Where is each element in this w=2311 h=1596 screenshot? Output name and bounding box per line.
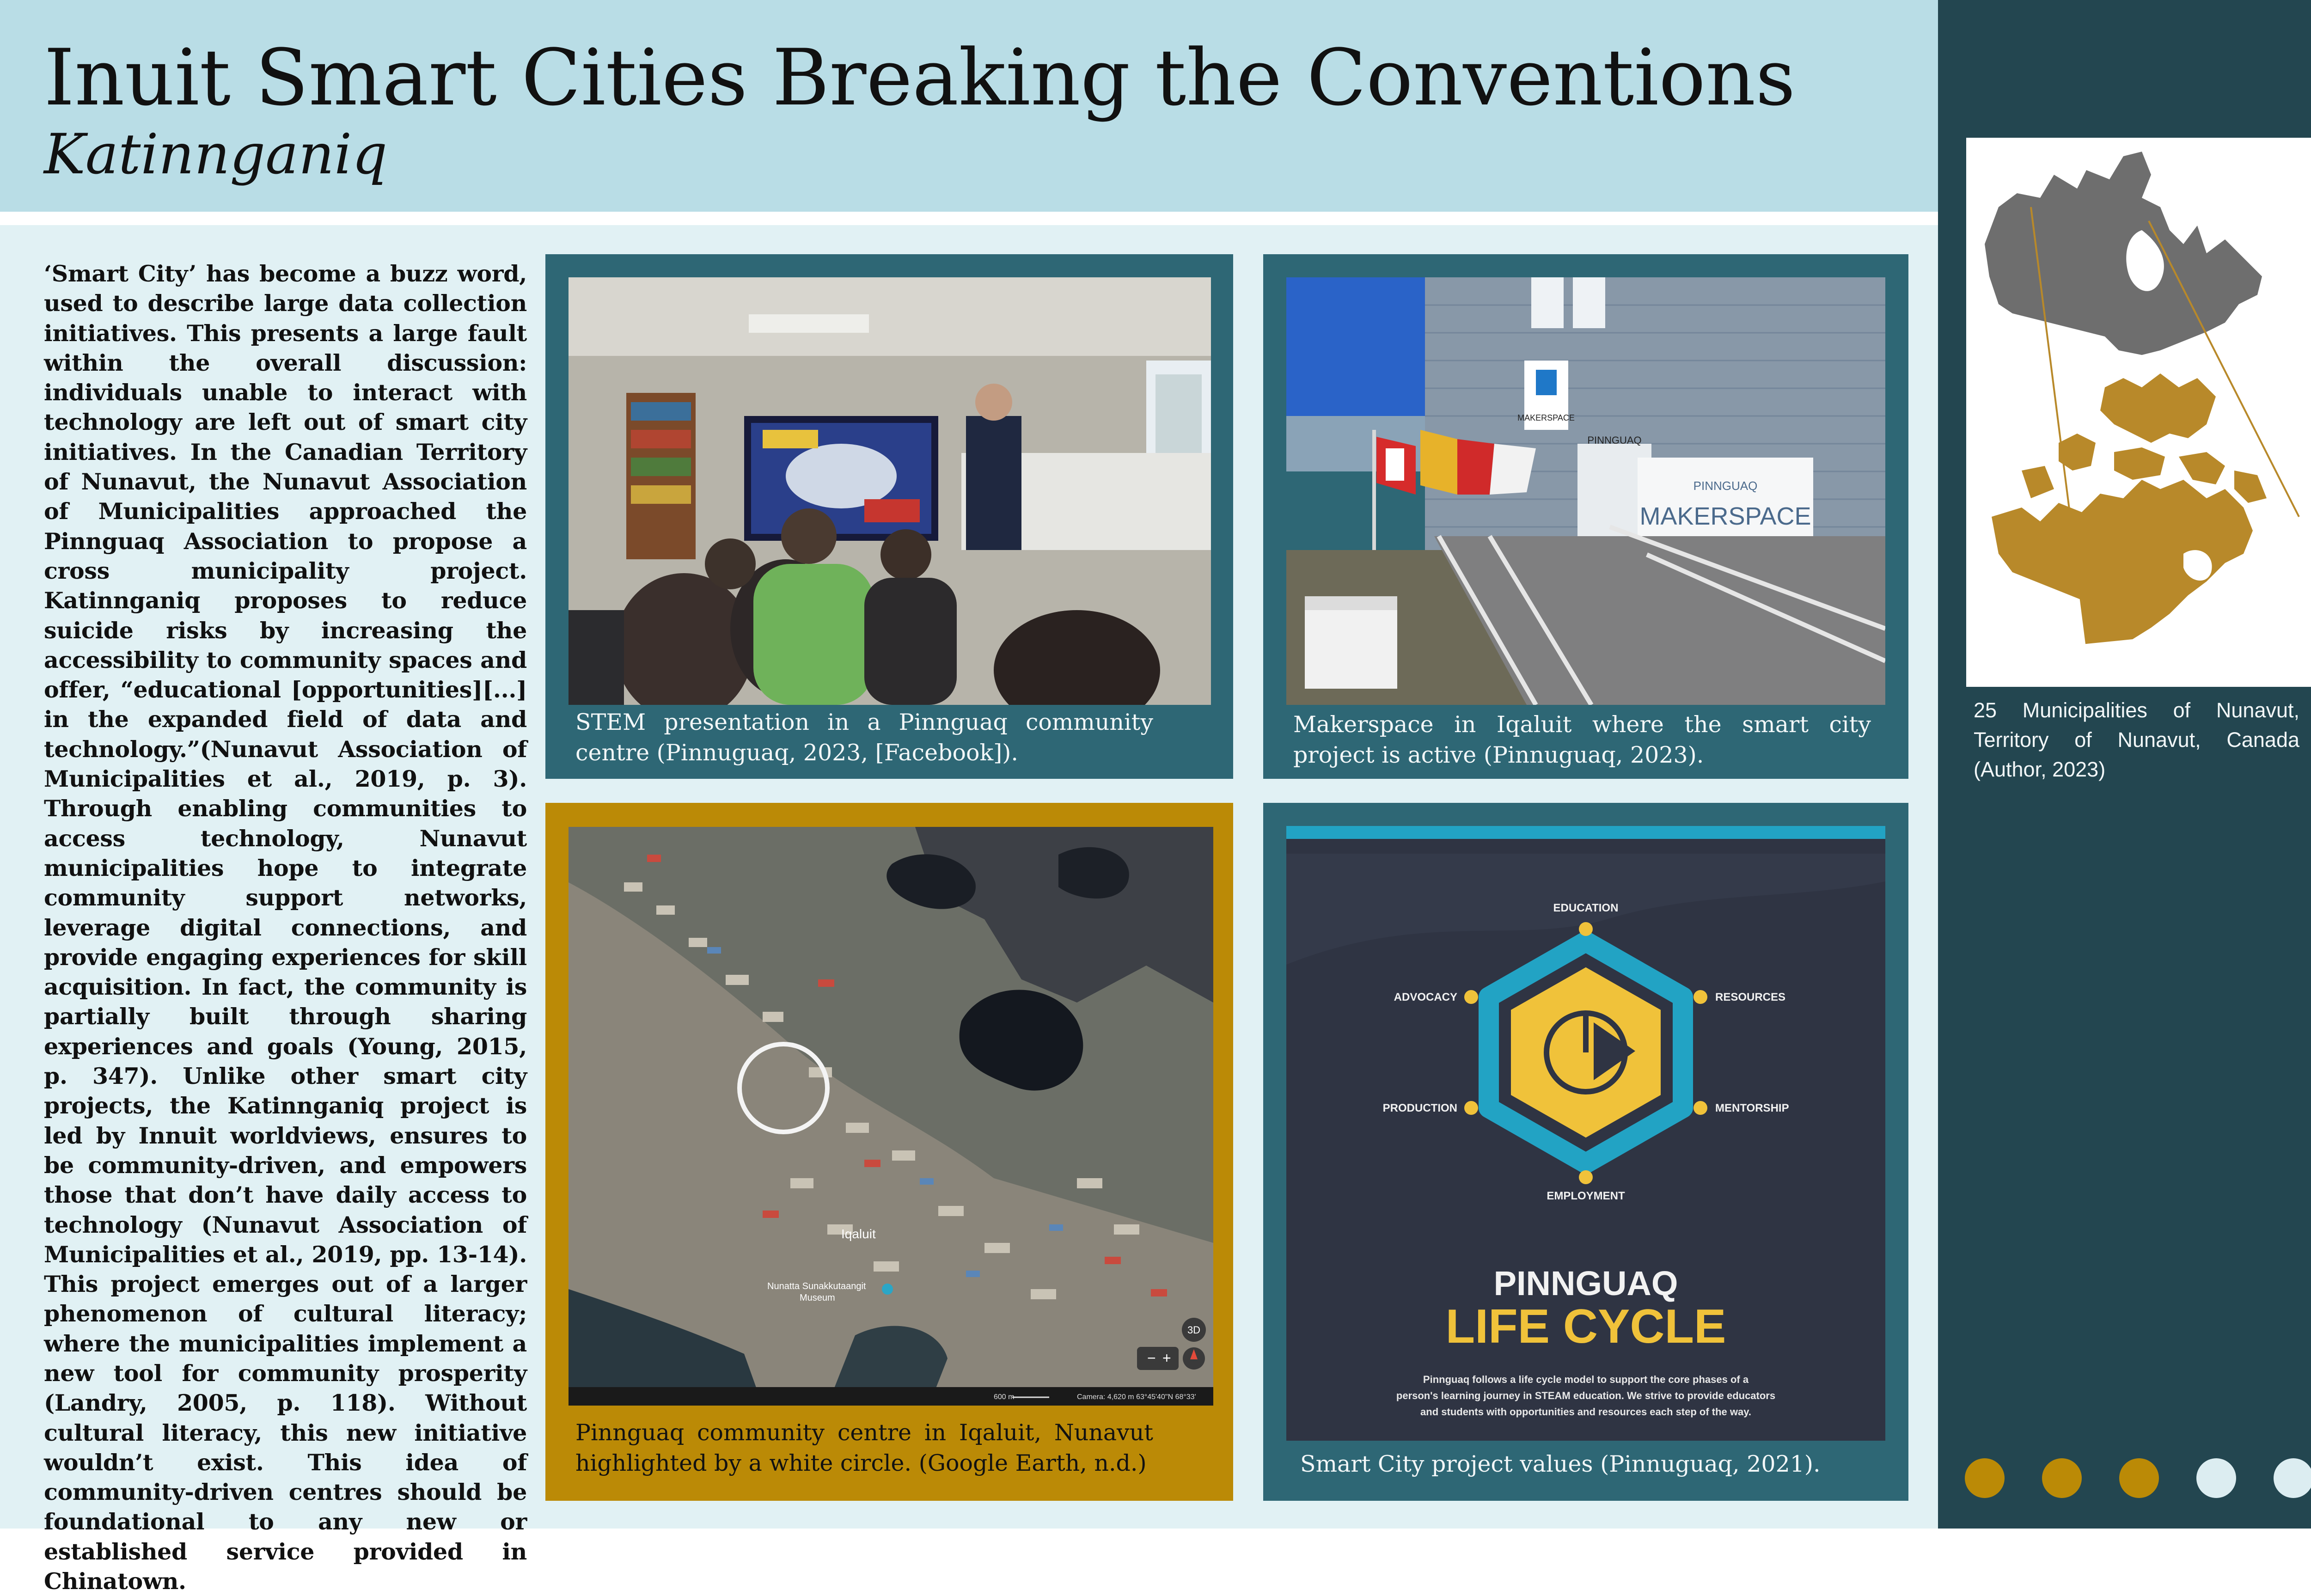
- zoom-controls[interactable]: [1137, 1347, 1179, 1370]
- lifecycle-description-line2: person's learning journey in STEAM education. We strive to provide educators: [1396, 1390, 1776, 1401]
- stem-caption: STEM presentation in a Pinnguaq community centre (Pinnuguaq, 2023, [Facebook]).: [575, 709, 1153, 766]
- lifecycle-brand: PINNGUAQ: [1493, 1264, 1678, 1302]
- classroom-illustration: [569, 277, 1211, 705]
- button-3d[interactable]: 3D: [1187, 1324, 1201, 1336]
- lifecycle-description-line3: and students with opportunities and resources each step of the way.: [1420, 1406, 1751, 1418]
- makerspace-caption: Makerspace in Iqaluit where the smart city project is active (Pinnuguaq, 2023).: [1293, 711, 1871, 768]
- node-education-label: EDUCATION: [1553, 902, 1619, 914]
- node-employment-label: EMPLOYMENT: [1547, 1190, 1625, 1202]
- lifecycle-description-line1: Pinnguaq follows a life cycle model to support the core phases of a: [1423, 1374, 1749, 1385]
- node-mentorship-dot: [1694, 1101, 1707, 1115]
- makerspace-photo: [1286, 277, 1885, 705]
- node-production-dot: [1464, 1101, 1478, 1115]
- zoom-in-icon[interactable]: +: [1162, 1350, 1171, 1366]
- satellite-illustration: [569, 827, 1213, 1406]
- body-paragraph: ‘Smart City’ has become a buzz word, used to describe large data collection initiatives. This presents a large fault within the overall discussion: individuals unable to interact with technology are left out of smart city initiatives. In the Canadian Territory of Nunavut, the Nunavut Association of Municipalities approached the Pinnguaq Association to propose a cross municipality project. Katinnganiq proposes to reduce suicide risks by increasing the accessibility to community spaces and offer, “educational [opportunities][...] in the expanded field of data and technology.”(Nunavut Association of Municipalities et al., 2019, p. 3). Through enabling communities to access technology, Nunavut municipalities hope to integrate community support networks, leverage digital connections, and provide engaging experiences for skill acquisition. In fact, the community is partially built through sharing experiences and goals (Young, 2015, p. 347). Unlike other smart city projects, the Katinnganiq project is led by Innuit worldviews, ensures to be community-driven, and empowers those that don’t have daily access to technology (Nunavut Association of Municipalities et al., 2019, pp. 13-14). This project emerges out of a larger phenomenon of cultural literacy; where the municipalities implement a new tool for community prosperity (Landry, 2005, p. 118). Without cultural literacy, this new initiative wouldn’t exist. This idea of community-driven centres should be foundational to any new or established service provided in Chinatown.: [44, 260, 527, 1595]
- lifecycle-caption: Smart City project values (Pinnuguaq, 2021).: [1300, 1451, 1821, 1477]
- makerspace-illustration: [1286, 277, 1885, 705]
- pagination-dot-3[interactable]: [2119, 1458, 2159, 1498]
- nunavut-map: [1966, 138, 2311, 687]
- makerspace-panel: [1263, 254, 1908, 779]
- map-caption: 25 Municipalities of Nunavut, Territory of Nunavut, Canada (Author, 2023): [1974, 698, 2299, 781]
- node-resources-label: RESOURCES: [1715, 991, 1786, 1003]
- banner-top-text: PINNGUAQ: [1693, 479, 1758, 493]
- scale-label: 600 m: [994, 1393, 1015, 1401]
- page-subtitle: Katinnganiq: [44, 122, 388, 187]
- node-resources-dot: [1694, 990, 1707, 1004]
- page-title: Inuit Smart Cities Breaking the Conventions: [44, 32, 1796, 123]
- pagination-dot-4[interactable]: [2196, 1458, 2236, 1498]
- satellite-photo: [569, 827, 1213, 1406]
- pagination-dot-5[interactable]: [2274, 1458, 2311, 1498]
- satellite-caption: Pinnguaq community centre in Iqaluit, Nunavut highlighted by a white circle. (Google Earth, n.d.): [575, 1419, 1153, 1476]
- node-production-label: PRODUCTION: [1382, 1102, 1457, 1114]
- building-sign: PINNGUAQ: [1587, 434, 1642, 446]
- node-advocacy-label: ADVOCACY: [1394, 991, 1457, 1003]
- node-education-dot: [1579, 922, 1593, 936]
- lifecycle-panel: [1263, 803, 1908, 1501]
- makerspace-sign-label: MAKERSPACE: [1517, 413, 1575, 422]
- canada-nunavut-map: [1966, 138, 2311, 687]
- header-band: [0, 0, 1938, 212]
- banner-main-text: MAKERSPACE: [1639, 502, 1811, 530]
- satellite-panel: [545, 803, 1233, 1501]
- stem-photo: [569, 277, 1211, 705]
- node-mentorship-label: MENTORSHIP: [1715, 1102, 1789, 1114]
- label-iqaluit: Iqaluit: [841, 1227, 876, 1241]
- lifecycle-heading: LIFE CYCLE: [1445, 1300, 1726, 1353]
- lifecycle-graphic: [1286, 826, 1885, 1441]
- node-employment-dot: [1579, 1170, 1593, 1184]
- zoom-out-icon[interactable]: −: [1147, 1350, 1156, 1366]
- node-advocacy-dot: [1464, 990, 1478, 1004]
- stem-panel: [545, 254, 1233, 779]
- pagination-dot-1[interactable]: [1965, 1458, 2005, 1498]
- label-museum-line2: Museum: [800, 1293, 835, 1303]
- label-museum-line1: Nunatta Sunakkutaangit: [767, 1281, 866, 1291]
- lifecycle-poster: [1286, 826, 1885, 1441]
- pagination-dot-2[interactable]: [2042, 1458, 2082, 1498]
- camera-label: Camera: 4,620 m 63°45'40"N 68°33': [1077, 1393, 1196, 1401]
